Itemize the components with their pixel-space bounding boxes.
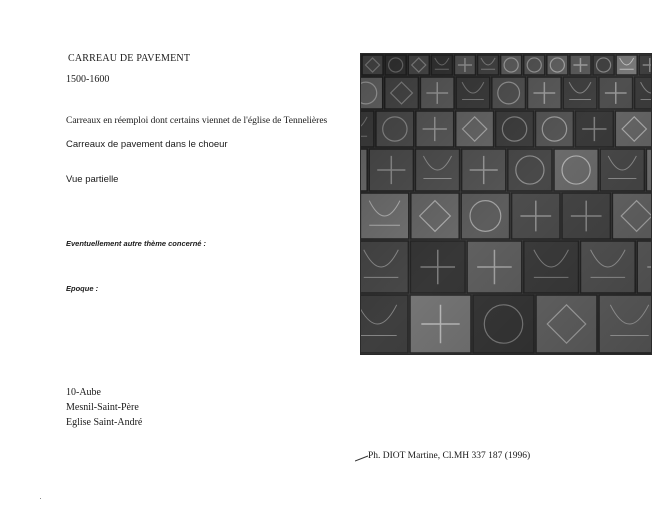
location-department: 10-Aube: [66, 387, 101, 398]
record-description-choir: Carreaux de pavement dans le choeur: [66, 139, 228, 150]
credit-mark-icon: [355, 455, 369, 462]
record-date: 1500-1600: [66, 74, 110, 85]
epoque-label: Epoque :: [66, 284, 99, 293]
record-description-view: Vue partielle: [66, 174, 119, 185]
photo-credit: Ph. DIOT Martine, Cl.MH 337 187 (1996): [368, 451, 531, 461]
theme-label: Eventuellement autre thème concerné :: [66, 239, 207, 248]
record-description-reuse: Carreaux en réemploi dont certains viennet de l'église de Tennelières: [66, 116, 328, 126]
location-commune: Mesnil-Saint-Père: [66, 402, 139, 413]
record-title: CARREAU DE PAVEMENT: [68, 53, 191, 64]
scan-speck: [40, 498, 41, 499]
tile-pavement-graphic: [361, 54, 651, 354]
location-building: Eglise Saint-André: [66, 417, 143, 428]
floor-tiles-photo: [360, 53, 652, 355]
